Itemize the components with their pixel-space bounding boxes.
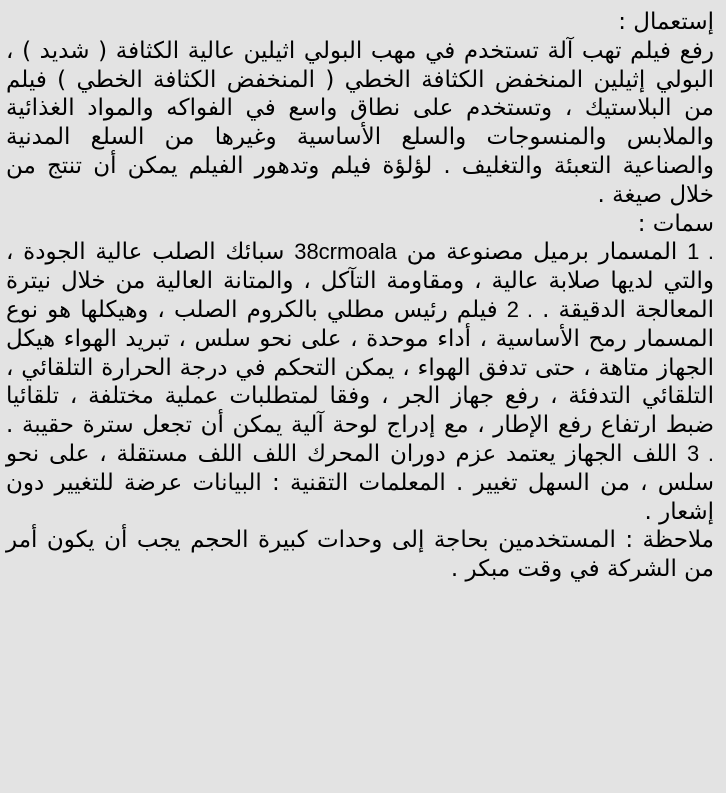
usage-paragraph: رفع فيلم تهب آلة تستخدم في مهب البولي اثيلين عالية الكثافة ( شديد ) ، البولي إثيلين المنخفض الكثافة الخطي ( المنخفض الكثافة الخطي ) فيلم من البلاستيك ، وتستخدم على نطاق واسع في الفواكه والمواد الغذائية والملابس والمنسوجات والسلع الأساسية وغيرها من السلع المدنية والصناعية التعبئة والتغليف . لؤلؤة فيلم وتدهور الفيلم يمكن أن تنتج من خلال صيغة . (6, 37, 714, 208)
feature-number-1: 1 . (687, 239, 714, 265)
feature-1-text-end: سبائك الصلب عالية الجودة ، والتي لديها صلابة عالية ، ومقاومة التآكل ، والمتانة العالية من خلال نيترة المعالجة الدقيقة . (6, 239, 714, 323)
features-paragraph (6, 238, 714, 526)
feature-3-text: اللف الجهاز يعتمد عزم دوران المحرك اللف اللف مستقلة ، على نحو سلس ، من السهل تغيير . المعلمات التقنية : البيانات عرضة للتغيير دون إشعار . (6, 440, 714, 525)
material-code: 38crmoala (294, 239, 397, 265)
features-heading: سمات : (637, 210, 714, 237)
feature-2-text: فيلم رئيس مطلي بالكروم الصلب ، وهيكلها هو نوع المسمار رمح الأساسية ، أداء موحدة ، على نحو سلس ، تبريد الهواء هيكل الجهاز متاهة ، حتى تدفق الهواء ، يمكن التحكم في درجة الحرارة التلقائي ، التلقائي التدفئة ، رفع جهاز الجر ، وفقا لمتطلبات عملية مختلفة ، تلقائيا ضبط ارتفاع رفع الإطار ، مع إدراج لوحة آلية يمكن أن تجعل سترة حقيبة . (6, 296, 714, 439)
note-paragraph: ملاحظة : المستخدمين بحاجة إلى وحدات كبيرة الحجم يجب أن يكون أمر من الشركة في وقت مبكر . (6, 527, 714, 583)
feature-number-2: 2 . (506, 296, 534, 322)
usage-heading: إستعمال : (618, 9, 714, 35)
feature-number-3: 3 . (687, 440, 715, 466)
feature-1-text-start: المسمار برميل مصنوعة من (406, 239, 678, 266)
